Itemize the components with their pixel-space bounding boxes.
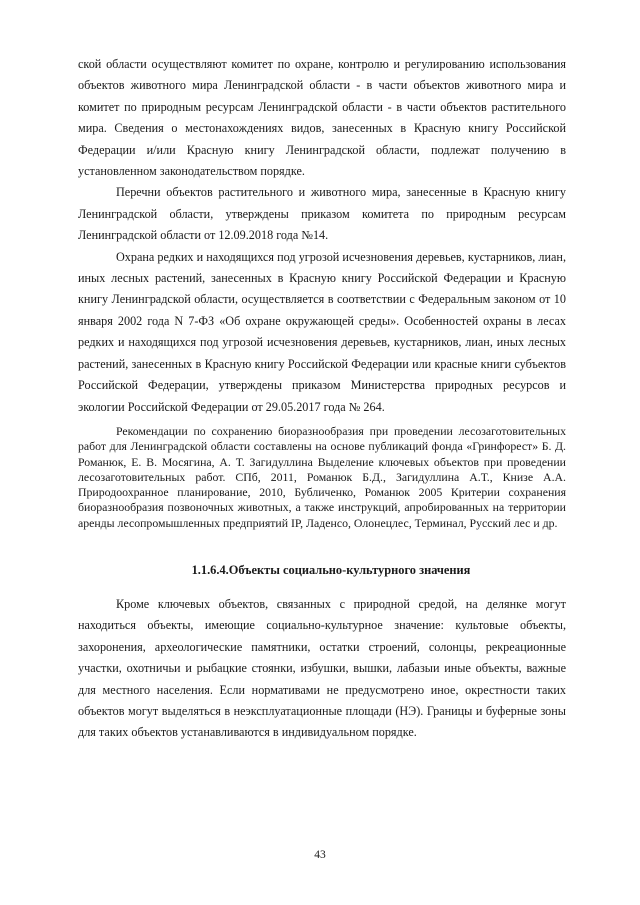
paragraph-4: Рекомендации по сохранению биоразнообразия при проведении лесозаготовительных работ для Ленинградской области составлены на основе публикаций фонда «Гринфорест» Б. Д. Романюк, Е. В. Мосягина, А. Т. Загидуллина Выделение ключевых объектов при проведении лесозаготовительных работ. СПб, 2011, Романюк Б.Д., Загидуллина А.Т., Книзе А.А. Природоохранное планирование, 2010, Бубличенко, Романюк 2005 Критерии сохранения биоразнообразия позвоночных животных, а также инструкций, апробированных на территории аренды лесопромышленных предприятий IP, Ладенсо, Олонецлес, Терминал, Русский лес и др. [78,423,566,530]
section-paragraph: Кроме ключевых объектов, связанных с природной средой, на делянке могут находиться объекты, имеющие социально-культурное значение: культовые объекты, захоронения, археологические памятники, остатки строений, солонцы, рекреационные участки, охотничьи и рыбацкие стоянки, избушки, вышки, лабазыи иные объекты, важные для местного населения. Если нормативами не предусмотрено иное, окрестности таких объектов могут выделяться в неэксплуатационные площади (НЭ). Границы и буферные зоны для таких объектов устанавливаются в индивидуальном порядке. [78,596,566,740]
page-body [78,54,566,744]
paragraph-2: Перечни объектов растительного и животного мира, занесенные в Красную книгу Ленинградской области, утверждены приказом комитета по природным ресурсам Ленинградской области от 12.09.2018 года №14. [78,185,566,243]
paragraph-1: ской области осуществляют комитет по охране, контролю и регулированию использования объектов животного мира Ленинградской области - в части объектов животного мира и комитет по природным ресурсам Ленинградской области - в части объектов растительного мира. Сведения о местонахождениях видов, занесенных в Красную книгу Российской Федерации и/или Красную книгу Ленинградской области, подлежат получению в установленном законодательством порядке. [78,57,566,179]
paragraph-3: Охрана редких и находящихся под угрозой исчезновения деревьев, кустарников, лиан, иных лесных растений, занесенных в Красную книгу Российской Федерации и Красную книгу Ленинградской области, осуществляется в соответствии с Федеральным законом от 10 января 2002 года N 7-ФЗ «Об охране окружающей среды». Особенностей охраны в лесах редких и находящихся под угрозой исчезновения деревьев, кустарников, лиан, иных лесных растений, занесенных в Красную книгу Российской Федерации или красные книги субъектов Российской Федерации, утверждены приказом Министерства природных ресурсов и экологии Российской Федерации от 29.05.2017 года № 264. [78,249,566,414]
section-heading: 1.1.6.4.Объекты социально-культурного значения [191,562,471,577]
page-number: 43 [314,849,326,861]
